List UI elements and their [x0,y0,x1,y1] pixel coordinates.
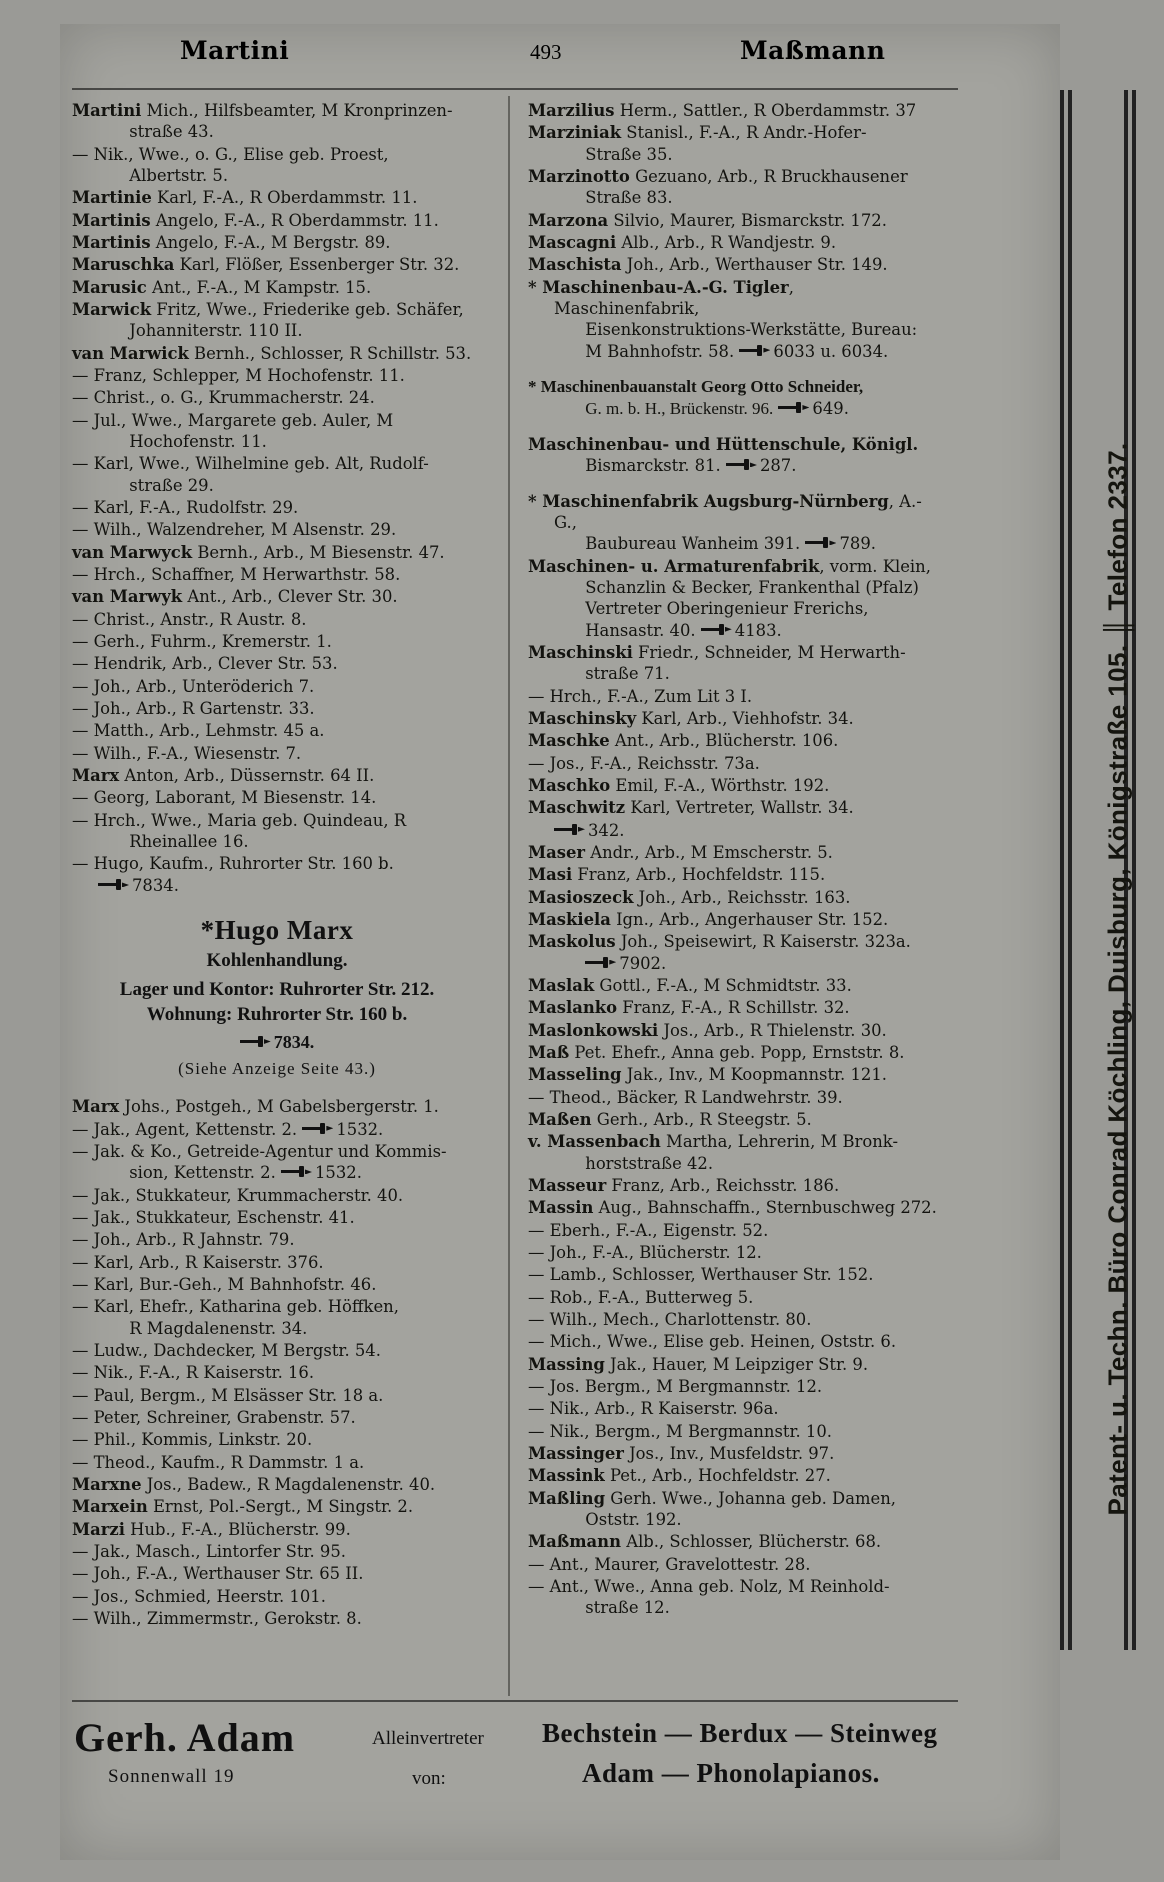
directory-entry: Maschko Emil, F.-A., Wörthstr. 192. [528,776,830,796]
directory-entry: — Nik., F.-A., R Kaiserstr. 16. [72,1363,315,1383]
footer-company-street: Sonnenwall 19 [108,1766,235,1787]
directory-entry: Marzona Silvio, Maurer, Bismarckstr. 172. [528,210,887,230]
directory-entry: Maslonkowski Jos., Arb., R Thielenstr. 30. [528,1020,887,1040]
sidebar-rule-1 [1060,90,1064,1650]
footer-von-label: von: [412,1768,446,1789]
right-entry-list [528,100,938,1619]
directory-entry: — Lamb., Schlosser, Werthauser Str. 152. [528,1265,874,1285]
footer-brands-line1: Bechstein — Berdux — Steinweg [542,1718,938,1748]
directory-entry: — Mich., Wwe., Elise geb. Heinen, Oststr. 6. [528,1332,897,1352]
directory-entry: Maßmann Alb., Schlosser, Blücherstr. 68. [528,1532,882,1552]
ad-phone [72,1031,482,1054]
directory-entry: van Marwyck Bernh., Arb., M Biesenstr. 47. [72,542,445,562]
directory-entry: Maschinski Friedr., Schneider, M Herwarth- straße 71. [528,643,906,684]
directory-entry: Maslak Gottl., F.-A., M Schmidtstr. 33. [528,976,852,995]
directory-entry: Marzinotto Gezuano, Arb., R Bruckhausener Straße 83. [528,166,908,208]
directory-entry: — Jak., Agent, Kettenstr. 2. 1532. [72,1119,384,1139]
footer-advertisement [72,1712,958,1812]
directory-entry: v. Massenbach Martha, Lehrerin, M Bronk- horststraße 42. [528,1132,898,1173]
ad-office: Lager und Kontor: Ruhrorter Str. 212. [119,978,435,1000]
page-header [100,36,1020,76]
directory-entry: — Jos., Schmied, Heerstr. 101. [72,1586,326,1606]
directory-entry: — Jos. Bergm., M Bergmannstr. 12. [528,1376,823,1396]
ad-name: *Hugo Marx [200,914,354,945]
hugo-marx-advertisement [72,913,482,1081]
directory-entry: Masioszeck Joh., Arb., Reichsstr. 163. [528,887,851,907]
directory-entry: Marxne Jos., Badew., R Magdalenenstr. 40. [72,1475,436,1495]
directory-entry: — Karl, Arb., R Kaiserstr. 376. [72,1252,324,1272]
header-rule [72,88,958,90]
telephone-icon [240,1036,270,1047]
sidebar-rule-2 [1068,90,1072,1650]
left-column [72,100,482,1630]
directory-entry: Maschista Joh., Arb., Werthauser Str. 149. [528,255,888,275]
directory-entry: Maschinen- u. Armaturenfabrik, vorm. Klein, Schanzlin & Becker, Frankenthal (Pfalz) Vertreter Oberingenieur Frerichs, Hansastr. 40. 4183. [528,556,931,640]
directory-entry: Marziniak Stanisl., F.-A., R Andr.-Hofer- Straße 35. [528,123,867,164]
page-number: 493 [530,40,562,64]
directory-entry: — Hrch., F.-A., Zum Lit 3 I. [528,686,753,706]
directory-entry: Martini Mich., Hilfsbeamter, M Kronprinzen- straße 43. [72,101,453,142]
ad-residence: Wohnung: Ruhrorter Str. 160 b. [146,1004,408,1026]
directory-entry: Maßling Gerh. Wwe., Johanna geb. Damen, Oststr. 192. [528,1488,896,1529]
directory-entry: Marx Anton, Arb., Düssernstr. 64 II. [72,765,375,785]
directory-entry: — Karl, Bur.-Geh., M Bahnhofstr. 46. [72,1275,377,1295]
directory-entry: Maskolus Joh., Speisewirt, R Kaiserstr. 323a. 7902. [528,932,911,973]
left-entry-list [72,100,482,897]
right-column [528,100,938,1620]
directory-entry: — Jos., F.-A., Reichsstr. 73a. [528,753,760,773]
directory-entry: — Karl, Ehefr., Katharina geb. Höffken, R Magdalenenstr. 34. [72,1297,399,1338]
directory-entry: — Rob., F.-A., Butterweg 5. [528,1287,754,1307]
directory-entry: — Jak., Stukkateur, Eschenstr. 41. [72,1208,355,1228]
directory-entry: — Joh., Arb., R Gartenstr. 33. [72,698,315,718]
directory-entry: — Karl, F.-A., Rudolfstr. 29. [72,497,299,517]
ad-reference: (Siehe Anzeige Seite 43.) [178,1059,376,1079]
directory-entry: — Nik., Bergm., M Bergmannstr. 10. [528,1421,833,1441]
directory-entry: * Maschinenbauanstalt Georg Otto Schneider, G. m. b. H., Brückenstr. 96. 649. [528,376,864,419]
directory-entry: — Theod., Bäcker, R Landwehrstr. 39. [528,1087,843,1107]
directory-entry: van Marwyk Ant., Arb., Clever Str. 30. [72,587,398,607]
directory-entry: Marx Johs., Postgeh., M Gabelsbergerstr. 1. [72,1097,439,1117]
directory-entry: Massin Aug., Bahnschaffn., Sternbuschweg 272. [528,1198,937,1218]
directory-entry: — Christ., Anstr., R Austr. 8. [72,609,307,629]
directory-entry: * Maschinenbau-A.-G. Tigler, Maschinenfabrik, Eisenkonstruktions-Werkstätte, Bureau: M Bahnhofstr. 58. 6033 u. 6034. [528,277,918,361]
directory-entry: van Marwick Bernh., Schlosser, R Schillstr. 53. [72,343,472,363]
column-divider [508,96,510,1696]
directory-entry: — Peter, Schreiner, Grabenstr. 57. [72,1408,356,1428]
directory-entry: Martinie Karl, F.-A., R Oberdammstr. 11. [72,188,418,208]
directory-entry: — Nik., Arb., R Kaiserstr. 96a. [528,1399,779,1419]
directory-entry: — Phil., Kommis, Linkstr. 20. [72,1430,313,1450]
directory-entry: — Ant., Wwe., Anna geb. Nolz, M Reinhold- straße 12. [528,1576,890,1618]
directory-entry: — Joh., F.-A., Blücherstr. 12. [528,1242,762,1262]
directory-entry: — Wilh., Mech., Charlottenstr. 80. [528,1309,812,1329]
directory-entry: Maskiela Ign., Arb., Angerhauser Str. 152. [528,910,889,930]
directory-entry: Marzi Hub., F.-A., Blücherstr. 99. [72,1519,351,1539]
directory-entry: Maß Pet. Ehefr., Anna geb. Popp, Ernststr. 8. [528,1042,905,1062]
footer-company-name: Gerh. Adam [74,1715,296,1760]
directory-entry: — Hendrik, Arb., Clever Str. 53. [72,654,338,674]
directory-entry: — Eberh., F.-A., Eigenstr. 52. [528,1220,769,1240]
directory-entry: Massing Jak., Hauer, M Leipziger Str. 9. [528,1354,869,1374]
directory-entry: Massinger Jos., Inv., Musfeldstr. 97. [528,1443,835,1463]
directory-entry: — Gerh., Fuhrm., Kremerstr. 1. [72,631,332,651]
directory-entry: Maschwitz Karl, Vertreter, Wallstr. 34. [528,798,854,818]
directory-entry: — Matth., Arb., Lehmstr. 45 a. [72,721,325,741]
directory-entry: Maschke Ant., Arb., Blücherstr. 106. [528,731,839,751]
directory-entry: Maruschka Karl, Flößer, Essenberger Str. 32. [72,255,460,275]
directory-entry: — Theod., Kaufm., R Dammstr. 1 a. [72,1452,365,1472]
directory-entry: Maschinsky Karl, Arb., Viehhofstr. 34. [528,709,854,729]
directory-entry: — Wilh., F.-A., Wiesenstr. 7. [72,743,302,763]
directory-entry: — Christ., o. G., Krummacherstr. 24. [72,388,375,408]
directory-entry: 342. [528,820,938,841]
directory-entry: Marusic Ant., F.-A., M Kampstr. 15. [72,277,372,297]
directory-entry: — Jak., Masch., Lintorfer Str. 95. [72,1542,346,1562]
directory-entry: Martinis Angelo, F.-A., R Oberdammstr. 11. [72,210,439,230]
directory-entry: — Jak., Stukkateur, Krummacherstr. 40. [72,1185,404,1205]
directory-entry: — Jul., Wwe., Margarete geb. Auler, M Hochofenstr. 11. [72,410,394,451]
directory-entry: — Wilh., Zimmermstr., Gerokstr. 8. [72,1609,362,1628]
directory-entry: — Nik., Wwe., o. G., Elise geb. Proest, Albertstr. 5. [72,144,389,185]
directory-entry: Marwick Fritz, Wwe., Friederike geb. Schäfer, Johanniterstr. 110 II. [72,299,464,341]
directory-entry: — Hrch., Wwe., Maria geb. Quindeau, R Rheinallee 16. [72,810,407,851]
directory-entry: — Ant., Maurer, Gravelottestr. 28. [528,1554,811,1574]
ad-phone-number: 7834. [273,1031,315,1052]
header-right-keyword: Maßmann [740,36,886,65]
directory-entry: — Ludw., Dachdecker, M Bergstr. 54. [72,1341,381,1361]
directory-entry: — Franz, Schlepper, M Hochofenstr. 11. [72,365,405,385]
directory-entry: * Maschinenfabrik Augsburg-Nürnberg, A.-G., Baubureau Wanheim 391. 789. [528,491,922,554]
directory-entry: — Joh., Arb., R Jahnstr. 79. [72,1230,295,1250]
directory-entry: Marxein Ernst, Pol.-Sergt., M Singstr. 2. [72,1497,414,1517]
directory-entry: Maschinenbau- und Hüttenschule, Königl. Bismarckstr. 81. 287. [528,435,919,476]
footer-brands-line2: Adam — Phonolapianos. [582,1758,880,1788]
footer-rule [72,1700,958,1702]
directory-entry: Mascagni Alb., Arb., R Wandjestr. 9. [528,232,837,252]
directory-entry: — Hrch., Schaffner, M Herwarthstr. 58. [72,564,401,584]
directory-entry: Masseur Franz, Arb., Reichsstr. 186. [528,1175,840,1195]
header-left-keyword: Martini [180,36,290,65]
footer-rep-label: Alleinvertreter [372,1728,484,1749]
ad-business: Kohlenhandlung. [206,949,348,971]
directory-entry: — Jak. & Ko., Getreide-Agentur und Kommis- sion, Kettenstr. 2. 1532. [72,1142,447,1183]
left-entry-list-continued [72,1096,482,1629]
directory-entry: Maser Andr., Arb., M Emscherstr. 5. [528,843,833,863]
directory-entry: — Hugo, Kaufm., Ruhrorter Str. 160 b. [72,854,394,874]
directory-entry: Masseling Jak., Inv., M Koopmannstr. 121. [528,1065,887,1085]
directory-entry: Maslanko Franz, F.-A., R Schillstr. 32. [528,998,850,1018]
directory-entry: Maßen Gerh., Arb., R Steegstr. 5. [528,1109,812,1129]
directory-entry: Massink Pet., Arb., Hochfeldstr. 27. [528,1466,831,1486]
directory-entry: Marzilius Herm., Sattler., R Oberdammstr. 37 [528,101,917,120]
directory-entry: Martinis Angelo, F.-A., M Bergstr. 89. [72,232,391,252]
sidebar-advertisement [1048,90,1138,1650]
directory-entry: — Paul, Bergm., M Elsässer Str. 18 a. [72,1385,384,1405]
directory-entry: — Karl, Wwe., Wilhelmine geb. Alt, Rudolf- straße 29. [72,454,429,495]
sidebar-text: Patent- u. Techn. Büro Conrad Köchling, Duisburg, Königstraße 105. ║ Telefon 2337. [1102,442,1133,1516]
directory-entry: — Wilh., Walzendreher, M Alsenstr. 29. [72,520,397,540]
directory-entry: — Joh., F.-A., Werthauser Str. 65 II. [72,1564,364,1584]
directory-entry: Masi Franz, Arb., Hochfeldstr. 115. [528,865,826,885]
directory-entry: — Georg, Laborant, M Biesenstr. 14. [72,788,377,808]
directory-entry: — Joh., Arb., Unteröderich 7. [72,676,315,696]
directory-entry: 7834. [72,875,482,896]
